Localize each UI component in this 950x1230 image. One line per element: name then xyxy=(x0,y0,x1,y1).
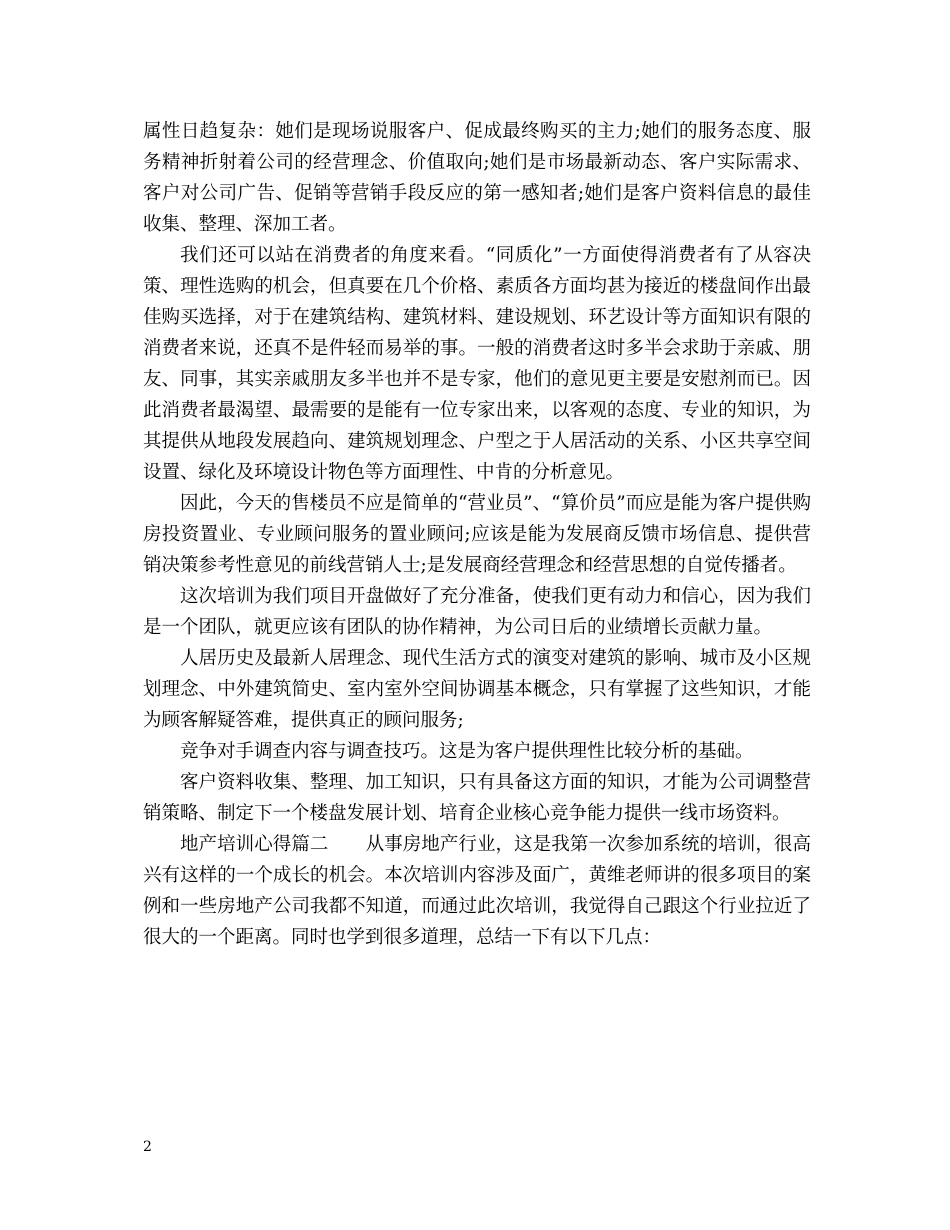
paragraph-4: 这次培训为我们项目开盘做好了充分准备，使我们更有动力和信心，因为我们是一个团队，就更应该有团队的协作精神，为公司日后的业绩增长贡献力量。 xyxy=(143,586,811,638)
document-body xyxy=(143,116,811,953)
page-number: 2 xyxy=(143,1139,152,1155)
paragraph-5: 人居历史及最新人居理念、现代生活方式的演变对建筑的影响、城市及小区规划理念、中外建筑简史、室内室外空间协调基本概念，只有掌握了这些知识，才能为顾客解疑答难，提供真正的顾问服务; xyxy=(143,648,811,731)
paragraph-8: 地产培训心得篇二 从事房地产行业，这是我第一次参加系统的培训，很高兴有这样的一个成长的机会。本次培训内容涉及面广，黄维老师讲的很多项目的案例和一些房地产公司我都不知道，而通过此次培训，我觉得自己跟这个行业拉近了很大的一个距离。同时也学到很多道理，总结一下有以下几点： xyxy=(143,834,811,948)
paragraph-3: 因此，今天的售楼员不应是简单的“营业员”、“算价员”而应是能为客户提供购房投资置业、专业顾问服务的置业顾问;应该是能为发展商反馈市场信息、提供营销决策参考性意见的前线营销人士;是发展商经营理念和经营思想的自觉传播者。 xyxy=(143,493,811,576)
paragraph-6: 竞争对手调查内容与调查技巧。这是为客户提供理性比较分析的基础。 xyxy=(180,741,754,762)
paragraph-2: 我们还可以站在消费者的角度来看。“同质化”一方面使得消费者有了从容决策、理性选购的机会，但真要在几个价格、素质各方面均甚为接近的楼盘间作出最佳购买选择，对于在建筑结构、建筑材料、建设规划、环艺设计等方面知识有限的消费者来说，还真不是件轻而易举的事。一般的消费者这时多半会求助于亲戚、朋友、同事，其实亲戚朋友多半也并不是专家，他们的意见更主要是安慰剂而已。因此消费者最渴望、最需要的是能有一位专家出来，以客观的态度、专业的知识，为其提供从地段发展趋向、建筑规划理念、户型之于人居活动的关系、小区共享空间设置、绿化及环境设计物色等方面理性、中肯的分析意见。 xyxy=(143,245,811,483)
paragraph-1: 属性日趋复杂：她们是现场说服客户、促成最终购买的主力;她们的服务态度、服务精神折射着公司的经营理念、价值取向;她们是市场最新动态、客户实际需求、客户对公司广告、促销等营销手段反应的第一感知者;她们是客户资料信息的最佳收集、整理、深加工者。 xyxy=(143,121,811,235)
paragraph-7: 客户资料收集、整理、加工知识，只有具备这方面的知识，才能为公司调整营销策略、制定下一个楼盘发展计划、培育企业核心竞争能力提供一线市场资料。 xyxy=(143,772,811,824)
